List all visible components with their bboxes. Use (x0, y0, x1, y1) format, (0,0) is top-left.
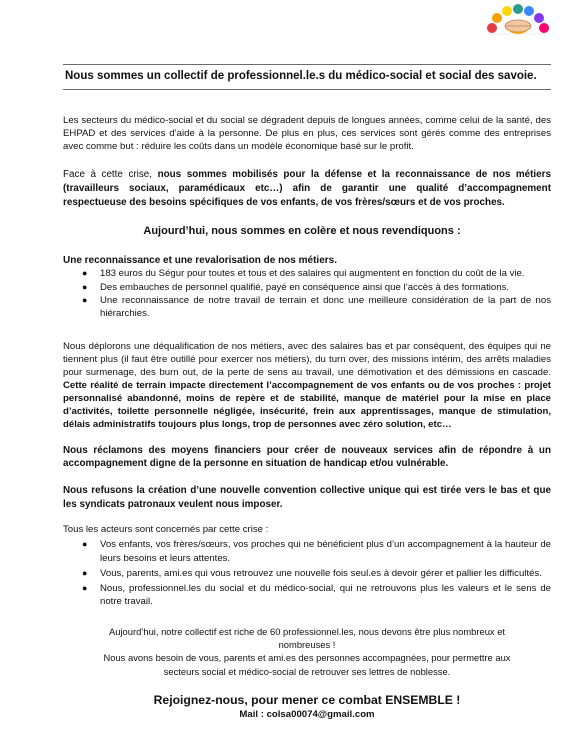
list-item: ● Vous, parents, ami.es qui vous retrouvez une nouvelle fois seul.es à devoir gérer et pallier les difficultés. (82, 567, 542, 579)
list-item: ● 183 euros du Ségur pour toutes et tous et des salaires qui augmentent en fonction du coût de la vie. (82, 268, 525, 280)
funding-paragraph: Nous réclamons des moyens financiers pour créer de nouveaux services afin de répondre à un accompagnement digne de la personne en situation de handicap et/ou vulnérable. (63, 444, 551, 470)
closing-block (63, 625, 551, 678)
today-heading: Aujourd’hui, nous sommes en colère et nous revendiquons : (143, 225, 461, 238)
convention-paragraph: Nous refusons la création d’une nouvelle convention collective unique qui est tirée vers le bas et que les syndicats patronaux veulent nous imposer. (63, 484, 551, 510)
deplore-paragraph (63, 340, 551, 432)
list-item: ● Vos enfants, vos frères/sœurs, vos proches qui ne bénéficient plus d’un accompagnement à la hauteur de leurs besoins et leurs attentes. (82, 539, 551, 564)
bullet-icon: ● (82, 268, 88, 279)
contact-mail[interactable]: Mail : colsa00074@gmail.com (239, 708, 375, 720)
flyer-content (63, 64, 551, 721)
headline: Nous sommes un collectif de professionnel.le.s du médico-social et social des savoie. (63, 64, 551, 90)
crisis-bold: nous sommes mobilisés pour la défense et la reconnaissance de nos métiers (travailleurs sociaux, paramédicaux etc…) afin de garantir une qualité d’accompagnement respectueuse des besoins spécifiques de vos enfants, de vos frères/sœurs et de vos proches. (63, 169, 552, 208)
claims-list (63, 267, 551, 319)
handshake-circle-logo-icon (486, 4, 550, 38)
bullet-icon: ● (82, 539, 88, 550)
closing-line: secteurs social et médico-social de retrouver ses lettres de noblesse. (163, 665, 451, 677)
concerned-heading: Tous les acteurs sont concernés par cette crise : (63, 524, 269, 536)
bullet-icon: ● (82, 294, 88, 305)
crisis-paragraph (63, 168, 551, 209)
collective-logo (486, 4, 550, 38)
concerned-list (63, 538, 551, 607)
intro-paragraph: Les secteurs du médico-social et du social se dégradent depuis de longues années, comme celui de la santé, des EHPAD et des services d’aide à la personne. De plus en plus, ces services sont gérés comme des entreprises avec comme but : réduire les coûts dans un modèle économique basé sur le profit. (63, 115, 551, 153)
bullet-icon: ● (82, 582, 88, 593)
list-item: ● Des embauches de personnel qualifié, payé en conséquence ainsi que l’accès à des formations. (82, 281, 510, 293)
closing-line: Aujourd’hui, notre collectif est riche de 60 professionnel.les, nous devons être plus nombreux et (108, 625, 506, 637)
deplore-text: Nous déplorons une déqualification de nos métiers, avec des salaires bas et par conséquent, des équipes qui ne tiennent plus (il faut être outillé pour exercer nos métiers), du turn over, des missions intérim, des arrêts maladies pour surmenage, des burn out, de la perte de sens au travail, une démotivation et des démissions en cascade. (63, 340, 551, 379)
claims-heading: Une reconnaissance et une revalorisation de nos métiers. (63, 255, 337, 267)
bullet-icon: ● (82, 567, 88, 578)
crisis-lead: Face à cette crise, (63, 169, 158, 181)
list-item: ● Nous, professionnel.les du social et du médico-social, qui ne retrouvons plus les valeurs et le sens de notre travail. (82, 582, 551, 607)
call-to-action: Rejoignez-nous, pour mener ce combat ENSEMBLE ! (153, 692, 461, 707)
list-item: ● Une reconnaissance de notre travail de terrain et donc une meilleure considération de la part de nos hiérarchies. (82, 294, 551, 319)
deplore-bold: Cette réalité de terrain impacte directement l’accompagnement de vos enfants ou de vos proches : projet personnalisé abandonné, moins de repère et de stabilité, manque de matériel pour la mise en place d’activités, toilette personnelle négligée, insécurité, frein aux apprentissages, manque de stimulation, délais administratifs toujours plus longs, trop de personnes avec zéro solution, etc… (63, 380, 551, 431)
closing-line: Nous avons besoin de vous, parents et ami.es des personnes accompagnées, pour permettre aux (103, 652, 511, 664)
bullet-icon: ● (82, 281, 88, 292)
closing-line: nombreuses ! (278, 639, 336, 651)
